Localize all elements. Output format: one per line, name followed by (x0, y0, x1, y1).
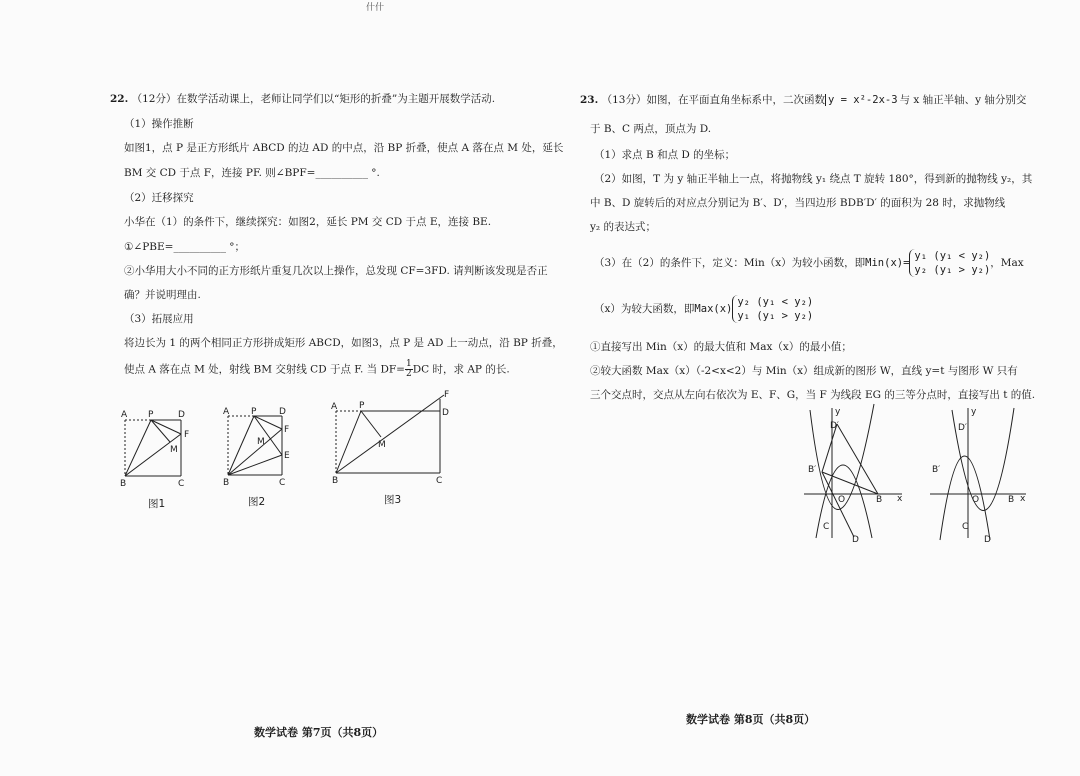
min-definition (594, 246, 1024, 280)
svg-text:C: C (178, 479, 185, 489)
svg-text:F: F (284, 425, 290, 435)
svg-text:D: D (984, 535, 991, 544)
svg-text:B: B (223, 478, 230, 488)
svg-text:E: E (284, 451, 290, 461)
svg-text:D: D (178, 410, 185, 420)
question-part: （3）在（2）的条件下，定义：Min（x）为较小函数，即 (594, 257, 866, 269)
section-title: （3）拓展应用 (124, 313, 194, 325)
parabola-graph-1 (802, 402, 906, 544)
text-fragment: 使点 A 落在点 M 处，射线 BM 交射线 CD 于点 F. 当 DF= (124, 363, 405, 376)
svg-text:D: D (279, 407, 286, 417)
fraction-denominator: 2 (405, 369, 412, 379)
question-text: （13分）如图，在平面直角坐标系中，二次函数 (601, 94, 825, 106)
section-title: （1）操作推断 (124, 118, 194, 130)
svg-text:D: D (852, 535, 859, 544)
svg-text:O: O (838, 495, 846, 505)
svg-text:B: B (332, 476, 339, 486)
svg-text:M: M (378, 440, 386, 450)
svg-text:A: A (223, 407, 230, 417)
svg-text:A: A (121, 410, 128, 420)
scan-artifact: 什什 (366, 3, 385, 13)
svg-text:x: x (897, 494, 903, 504)
min-cases (909, 249, 990, 277)
svg-text:B: B (120, 479, 127, 489)
svg-text:B′: B′ (808, 465, 817, 475)
question-text: 于 B、C 两点，顶点为 D. (590, 123, 712, 135)
fraction (405, 360, 413, 379)
question-part: （1）求点 B 和点 D 的坐标； (594, 149, 736, 161)
svg-text:F: F (184, 430, 190, 440)
question-23-intro (580, 93, 1026, 107)
question-text: 中 B、D 旋转后的对应点分别记为 B′、D′，当四边形 BDB′D′ 的面积为 28 时，求抛物线 (590, 197, 1006, 209)
figure-3 (326, 387, 456, 487)
max-case-2: y₁ (y₁ > y₂) (737, 310, 814, 322)
svg-text:F: F (444, 390, 450, 400)
svg-text:C: C (962, 522, 969, 532)
max-cases (732, 295, 813, 323)
question-number: 23. (580, 94, 599, 106)
question-item: ②较大函数 Max（x）（-2<x<2）与 Min（x）组成新的图形 W，直线 y=t 与图形 W 只有 (590, 365, 1018, 377)
min-label: Min(x)= (865, 257, 910, 269)
question-text: 将边长为 1 的两个相同正方形拼成矩形 ABCD，如图3，点 P 是 AD 上一动点，沿 BP 折叠， (124, 337, 563, 349)
text-fragment: DC 时，求 AP 的长. (412, 363, 510, 376)
question-text: 确？并说明理由. (124, 289, 201, 301)
question-item: ①∠PBE=__________ °； (124, 241, 246, 253)
section-title: （2）迁移探究 (124, 192, 194, 204)
svg-text:M: M (257, 437, 265, 447)
question-number: 22. (110, 93, 129, 105)
fraction-numerator: 1 (405, 359, 412, 369)
svg-text:D: D (442, 408, 449, 418)
figure-caption: 图3 (384, 494, 402, 506)
text-fragment: ，Max (990, 257, 1024, 269)
svg-text:C: C (823, 522, 830, 532)
svg-text:D′: D′ (958, 423, 967, 433)
svg-text:C: C (279, 478, 286, 488)
page-footer: 数学试卷 第8页（共8页） (686, 713, 816, 726)
max-case-1: y₂ (y₁ < y₂) (737, 296, 814, 308)
question-item: ②小华用大小不同的正方形纸片重复几次以上操作，总发现 CF=3FD. 请判断该发现是否正 (124, 265, 548, 277)
question-text: BM 交 CD 于点 F，连接 PF. 则∠BPF=__________ °. (124, 167, 380, 179)
right-page (540, 0, 1080, 776)
svg-text:B: B (876, 495, 883, 505)
figure-caption: 图1 (148, 498, 166, 510)
max-label: Max(x) (694, 303, 733, 315)
svg-text:O: O (972, 495, 980, 505)
svg-text:y: y (835, 407, 841, 417)
svg-text:A: A (331, 402, 338, 412)
svg-text:C: C (436, 476, 443, 486)
question-text (124, 360, 510, 379)
question-text: y₂ 的表达式； (590, 221, 656, 233)
question-22-intro (110, 92, 495, 106)
figure-2 (220, 403, 300, 489)
question-text: 如图1，点 P 是正方形纸片 ABCD 的边 AD 的中点，沿 BP 折叠，使点 A 落在点 M 处，延长 (124, 142, 564, 154)
min-case-2: y₂ (y₁ > y₂) (914, 264, 991, 276)
figure-1 (116, 406, 198, 492)
svg-text:P: P (251, 407, 257, 417)
question-item: ①直接写出 Min（x）的最大值和 Max（x）的最小值； (590, 341, 852, 353)
svg-text:P: P (148, 410, 154, 420)
function-expression: y = x²-2x-3 (825, 94, 900, 106)
page-footer: 数学试卷 第7页（共8页） (254, 726, 384, 739)
question-text: 与 x 轴正半轴、y 轴分别交 (899, 94, 1027, 106)
min-case-1: y₁ (y₁ < y₂) (914, 250, 991, 262)
question-text: （x）为较大函数，即 (594, 303, 695, 315)
svg-text:B′: B′ (932, 465, 941, 475)
svg-text:P: P (359, 401, 365, 411)
svg-text:D′: D′ (830, 421, 839, 431)
svg-text:B: B (1008, 495, 1015, 505)
svg-text:y: y (971, 407, 977, 417)
max-definition (594, 292, 813, 326)
question-text: （12分）在数学活动课上，老师让同学们以“矩形的折叠”为主题开展数学活动. (131, 93, 496, 105)
question-part: （2）如图，T 为 y 轴正半轴上一点，将抛物线 y₁ 绕点 T 旋转 180°，得到新的抛物线 y₂，其 (594, 173, 1033, 185)
svg-text:M: M (170, 445, 178, 455)
question-text: 三个交点时，交点从左向右依次为 E、F、G，当 F 为线段 EG 的三等分点时，直接写出 t 的值. (590, 389, 1036, 401)
parabola-graph-2 (928, 402, 1030, 544)
figure-caption: 图2 (248, 496, 266, 508)
question-text: 小华在（1）的条件下，继续探究：如图2，延长 PM 交 CD 于点 E，连接 BE. (124, 216, 492, 228)
svg-text:x: x (1020, 494, 1026, 504)
